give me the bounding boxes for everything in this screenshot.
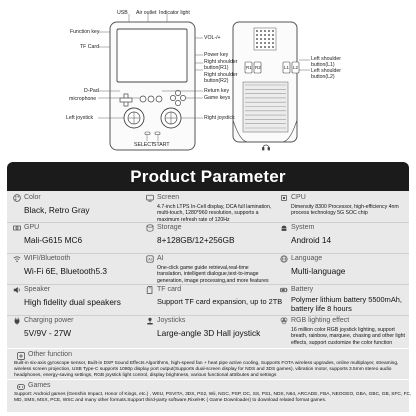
back-label-l1: L1: [284, 65, 290, 70]
label-select: SELECT: [134, 142, 155, 148]
spec-value: 8+128GB/12+256GB: [157, 235, 235, 245]
label-power-key: Power key: [204, 52, 229, 58]
spec-label: WIFI/Bluetooth: [24, 255, 71, 262]
spec-cell-screen: [143, 193, 271, 221]
other-function-text: Built-in six-axis gyroscope sensor, Built-in DSP Sound Effects Algorithms, high-speed fan + heat pipe active cooling, Supports FOTA wireless upgrades, online multiplayer, streaming, wireless screen projection, USB Type-C supports 1080p display port output(Supports dual-screen display for NDS and 3DS games), vibration motor, supports 3.5mm stereo audio headphones, energy-saving settings, RGB joystick light control, display brightness, various functional attributes and settings: [14, 361, 399, 379]
select-button-icon: [145, 132, 150, 135]
label-right-shoulder-r1: Right shoulder button(R1): [204, 59, 238, 71]
label-game-keys: Game keys: [204, 95, 231, 101]
spec-grid: [7, 191, 409, 348]
spec-label: Battery: [291, 286, 314, 293]
spec-cell-battery: [277, 285, 405, 313]
label-tf-card: TF Card: [80, 44, 100, 50]
storage-icon: [146, 224, 154, 232]
label-left-shoulder-l2: Left shoulder button(L2): [311, 68, 341, 80]
back-label-r2: R2: [255, 65, 261, 70]
spec-cell-charging-power: [10, 316, 138, 344]
spec-cell-speaker: [10, 285, 138, 313]
spec-label: Language: [291, 255, 323, 262]
spec-value: One-click game guide retrieval,real-time translation, intelligent dialogue,text-to-image generation, image processing,and more features: [157, 265, 269, 284]
games-label: Games: [28, 382, 51, 389]
spec-label: CPU: [291, 194, 306, 201]
spec-value: Black, Retro Gray: [24, 205, 90, 215]
plus-icon: [17, 352, 25, 360]
spec-value: Large-angle 3D Hall joystick: [157, 328, 261, 338]
speaker-icon: [13, 286, 21, 294]
spec-cell-color: [10, 193, 138, 221]
sdcard-icon: [146, 286, 154, 294]
parameter-banner: [7, 162, 409, 191]
spec-label: RGB lighting effect: [291, 317, 350, 324]
home-button-icon: [148, 96, 154, 102]
spec-value: Multi-language: [291, 266, 346, 276]
left-joystick-icon: [124, 108, 144, 128]
other-function-label: Other function: [28, 351, 72, 358]
screen-icon: [146, 194, 154, 202]
palette-icon: [13, 194, 21, 202]
spec-value: Support TF card expansion, up to 2TB: [157, 297, 283, 306]
spec-value: Polymer lithium battery 5500mAh, battery life 8 hours: [291, 295, 402, 313]
rgb-icon: [280, 317, 288, 325]
label-left-joystick: Left joystick: [66, 115, 94, 121]
label-indicator-light: Indicator light: [159, 10, 190, 16]
spec-cell-rgb-lighting-effect: [277, 316, 405, 344]
cpu-icon: [280, 194, 288, 202]
spec-value: Android 14: [291, 235, 332, 245]
spec-label: Storage: [157, 224, 182, 231]
back-label-r1: R1: [246, 65, 252, 70]
speaker-grill-icon: [254, 28, 276, 50]
spec-value: Dimensity 8300 Processor, high-efficiency 4nm process technology 5G SOC chip: [291, 204, 399, 217]
label-vol: VOL-/+: [204, 35, 221, 41]
spec-label: GPU: [24, 224, 40, 231]
cooling-fins: [243, 82, 288, 132]
label-air-outlet: Air outlet: [136, 10, 157, 16]
wifi-icon: [13, 255, 21, 263]
spec-cell-cpu: [277, 193, 405, 221]
label-return-key: Return key: [204, 88, 230, 94]
spec-label: Charging power: [24, 317, 74, 324]
label-dpad: D-Pad: [84, 88, 99, 94]
headphone-jack-icon: [262, 145, 269, 150]
other-function-section: [7, 349, 409, 379]
svg-text:AI: AI: [148, 257, 152, 262]
spec-label: Speaker: [24, 286, 51, 293]
spec-value: 16 million color RGB joystick lighting, support breath, rainbow, marquee, chasing and other light effects, support customize the color function: [291, 327, 405, 346]
banner-title: Product Parameter: [130, 166, 286, 186]
menu-button-icon: [140, 96, 146, 102]
spec-label: Screen: [157, 194, 180, 201]
battery-icon: [280, 286, 288, 294]
spec-cell-gpu: [10, 223, 138, 251]
device-diagram: [0, 0, 416, 160]
spec-cell-tf-card: [143, 285, 283, 313]
spec-value: Mali-G615 MC6: [24, 235, 83, 245]
spec-label: Joysticks: [157, 317, 186, 324]
label-usb: USB: [117, 10, 128, 16]
spec-cell-system: [277, 223, 405, 251]
spec-label: AI: [157, 255, 164, 262]
screen-outline: [117, 29, 187, 82]
gamepad-icon: [17, 383, 25, 391]
label-function-key: Function key: [70, 29, 100, 35]
return-button-icon: [156, 96, 162, 102]
games-section: [7, 380, 412, 412]
label-start: START: [153, 142, 170, 148]
games-text: Support: Android games (Genshin Impact, Honor of Kings, etc.) , WIIU, PSVITA, 3DS, PS2, Wii, NGC, PSP, DC, SS, PS1, NDS, N64, ARCADE, FBA, NEOGEO, GBA, GBC, GB, SFC, FC, MD, SMS, MSX, PCE, WSC and many other formats.Support third-party software,RixelHK ( Game Downloader) to download related format games.: [14, 392, 412, 404]
label-right-shoulder-r2: Right shoulder button(R2): [204, 72, 238, 84]
spec-cell-ai: [143, 254, 271, 282]
label-left-shoulder-l1: Left shoulder button(L1): [311, 56, 341, 68]
right-joystick-icon: [161, 108, 181, 128]
gpu-icon: [13, 224, 21, 232]
spec-value: Wi-Fi 6E, Bluetooth5.3: [24, 266, 108, 276]
android-icon: [280, 224, 288, 232]
ai-icon: [146, 255, 154, 263]
spec-label: TF card: [157, 286, 182, 293]
spec-value: 5V/9V - 27W: [24, 328, 72, 338]
label-right-joystick: Right joystick: [204, 115, 235, 121]
spec-cell-storage: [143, 223, 271, 251]
spec-value: High fidelity dual speakers: [24, 297, 121, 307]
joystick-icon: [146, 317, 154, 325]
spec-value: 4.7-inch LTPS In-Cell display, DCA full lamination, multi-touch, 1280*960 resolution, supports a maximum refresh rate of 120Hz: [157, 204, 272, 223]
plug-icon: [13, 317, 21, 325]
spec-label: System: [291, 224, 315, 231]
start-button-icon: [155, 132, 160, 135]
spec-cell-wifi-bluetooth: [10, 254, 138, 282]
spec-cell-joysticks: [143, 316, 271, 344]
language-icon: [280, 255, 288, 263]
spec-cell-language: [277, 254, 405, 282]
spec-label: Color: [24, 194, 41, 201]
label-microphone: microphone: [69, 96, 97, 102]
back-label-l2: L2: [293, 65, 299, 70]
